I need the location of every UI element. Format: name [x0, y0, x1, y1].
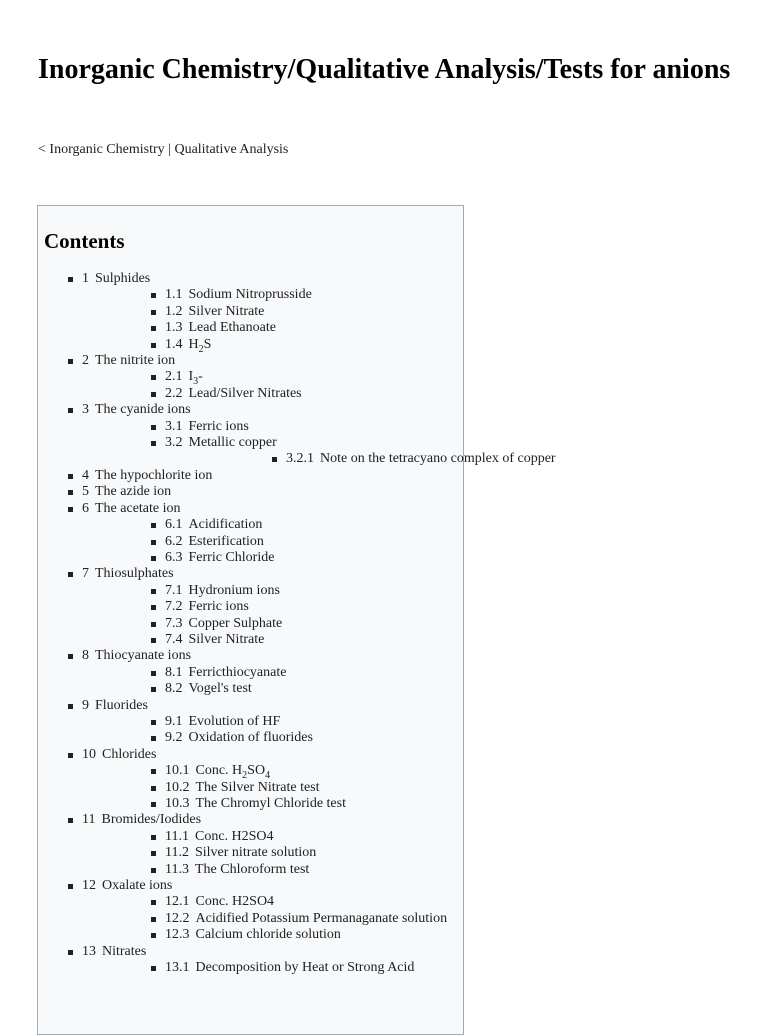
toc-text — [320, 451, 556, 466]
toc-label: Lead Ethanoate — [188, 320, 276, 336]
toc-label: Sulphides — [95, 271, 151, 286]
toc-link[interactable] — [165, 369, 203, 388]
toc-item — [82, 714, 556, 730]
toc-link[interactable] — [82, 812, 201, 827]
toc-number: 5 — [82, 484, 89, 500]
toc-item — [82, 681, 556, 697]
toc-item — [82, 960, 556, 976]
toc-label: Fluorides — [95, 697, 148, 713]
toc-text — [95, 468, 212, 483]
toc-label: Thiosulphates — [95, 566, 174, 582]
toc-number: 3.2 — [165, 435, 183, 451]
toc-item — [38, 566, 556, 648]
toc-label: Silver Nitrate — [188, 631, 265, 647]
toc-link[interactable] — [82, 501, 181, 516]
toc-label: Hydronium ions — [188, 582, 280, 598]
page-title: Inorganic Chemistry/Qualitative Analysis/Tests for anions — [38, 54, 731, 85]
toc-text — [95, 271, 150, 286]
toc-label: Chlorides — [102, 746, 157, 762]
toc-label: Oxidation of fluorides — [188, 730, 313, 746]
toc-text — [95, 501, 181, 516]
toc-number: 11 — [82, 812, 96, 828]
toc-text — [196, 960, 415, 975]
toc-label: Conc. H2SO4 — [194, 828, 274, 844]
toc-number: 13 — [82, 943, 96, 959]
toc-link[interactable] — [165, 517, 262, 532]
toc-number: 4 — [82, 467, 89, 483]
toc-number: 11.1 — [165, 828, 189, 844]
toc-label: The cyanide ions — [95, 402, 191, 418]
toc-number: 11.3 — [165, 861, 189, 877]
toc-link[interactable] — [82, 484, 171, 499]
toc-item — [38, 812, 556, 878]
toc-text — [95, 566, 174, 581]
toc-sublist — [82, 517, 556, 566]
breadcrumb-prefix: < — [38, 142, 50, 157]
toc-text — [189, 320, 276, 335]
toc-number: 3.1 — [165, 418, 183, 434]
toc-number: 13.1 — [165, 960, 190, 976]
toc-label: Calcium chloride solution — [195, 927, 341, 943]
toc-number: 1.4 — [165, 336, 183, 352]
toc-text — [196, 894, 275, 909]
breadcrumb-link-qualitative-analysis[interactable]: Qualitative Analysis — [174, 142, 289, 157]
toc-label: Ferric ions — [188, 418, 249, 434]
toc-number: 10.2 — [165, 779, 190, 795]
toc-link[interactable] — [165, 730, 313, 745]
toc-link[interactable] — [82, 402, 191, 417]
toc-text — [189, 714, 281, 729]
toc-item — [82, 287, 556, 303]
toc-link[interactable] — [165, 763, 271, 781]
toc-number: 8.2 — [165, 681, 183, 697]
toc-item — [82, 632, 556, 648]
toc-item — [38, 271, 556, 353]
toc-link[interactable] — [165, 681, 252, 696]
toc-item — [38, 878, 556, 944]
toc-number: 6 — [82, 500, 89, 516]
toc-number: 10.1 — [165, 763, 190, 779]
toc-text — [195, 862, 309, 877]
toc-number: 3 — [82, 402, 89, 418]
toc-text — [102, 944, 146, 959]
toc-label: Decomposition by Heat or Strong Acid — [195, 960, 415, 976]
toc-link[interactable] — [165, 336, 212, 355]
toc-label-tail: SO — [247, 763, 266, 779]
toc-link[interactable] — [165, 829, 274, 844]
toc-item — [82, 730, 556, 746]
toc-text — [189, 287, 312, 302]
toc-sublist — [82, 369, 556, 402]
toc-text — [196, 780, 320, 795]
toc-link[interactable] — [165, 780, 320, 795]
toc-sublist — [165, 451, 556, 467]
toc-text — [95, 698, 148, 713]
toc-text — [196, 911, 448, 926]
toc-sublist — [82, 665, 556, 698]
toc-text — [189, 534, 264, 549]
toc-link[interactable] — [165, 304, 264, 319]
toc-sublist — [82, 287, 556, 353]
toc-link[interactable] — [82, 878, 172, 893]
toc-number: 2.1 — [165, 369, 183, 385]
toc-label: Acidification — [188, 517, 263, 533]
toc-text — [188, 369, 203, 388]
toc-number: 1.2 — [165, 303, 183, 319]
toc-number: 6.1 — [165, 517, 183, 533]
toc-sublist — [82, 763, 556, 812]
toc-subscript: 4 — [265, 769, 271, 781]
toc-text — [189, 517, 263, 532]
toc-list — [38, 271, 556, 976]
toc-text — [102, 878, 172, 893]
toc-item — [82, 894, 556, 910]
toc-label: Ferricthiocyanate — [188, 664, 287, 680]
toc-item — [82, 435, 556, 468]
toc-link[interactable] — [165, 845, 316, 860]
toc-text — [189, 632, 265, 647]
toc-label: The Silver Nitrate test — [195, 779, 320, 795]
toc-text — [101, 812, 201, 827]
toc-item — [82, 337, 556, 353]
toc-text — [189, 419, 249, 434]
toc-number: 1.1 — [165, 287, 183, 303]
toc-label: Conc. H — [195, 763, 243, 779]
toc-text — [189, 583, 280, 598]
toc-sublist — [82, 714, 556, 747]
toc-number: 3.2.1 — [286, 451, 314, 467]
toc-label: H — [188, 336, 199, 352]
toc-link[interactable] — [165, 862, 309, 877]
toc-item — [82, 386, 556, 402]
toc-link[interactable] — [165, 435, 277, 450]
toc-label: Conc. H2SO4 — [195, 894, 275, 910]
toc-text — [188, 336, 212, 355]
toc-item — [82, 796, 556, 812]
toc-link[interactable] — [82, 353, 175, 368]
breadcrumb — [38, 141, 288, 159]
toc-item — [38, 747, 556, 813]
toc-item — [82, 616, 556, 632]
toc-item — [82, 665, 556, 681]
toc-label: I — [188, 369, 194, 385]
toc-link[interactable] — [165, 616, 282, 631]
toc-item — [82, 534, 556, 550]
toc-label: Silver Nitrate — [188, 303, 265, 319]
toc-link[interactable] — [165, 534, 264, 549]
toc-text — [189, 435, 277, 450]
toc-text — [196, 927, 341, 942]
toc-item — [82, 862, 556, 878]
toc-item — [82, 927, 556, 943]
toc-item — [82, 550, 556, 566]
toc-number: 7.2 — [165, 599, 183, 615]
toc-number: 9.1 — [165, 713, 183, 729]
toc-subscript: 2 — [242, 769, 248, 781]
toc-item — [82, 829, 556, 845]
toc-link[interactable] — [165, 386, 302, 401]
toc-item — [165, 451, 556, 467]
toc-sublist — [82, 419, 556, 468]
toc-item — [38, 402, 556, 468]
toc-link[interactable] — [82, 648, 191, 663]
toc-link[interactable] — [82, 468, 212, 483]
toc-label: Oxalate ions — [102, 878, 173, 894]
toc-label: The hypochlorite ion — [95, 467, 213, 483]
toc-link[interactable] — [165, 419, 249, 434]
toc-link[interactable] — [82, 944, 146, 959]
toc-item — [38, 468, 556, 484]
toc-item — [38, 648, 556, 697]
toc-subscript: 3 — [193, 376, 199, 388]
toc-label: Lead/Silver Nitrates — [188, 385, 302, 401]
toc-link[interactable] — [165, 894, 274, 909]
toc-number: 7.1 — [165, 582, 183, 598]
toc-link[interactable] — [82, 271, 150, 286]
toc-item — [82, 320, 556, 336]
toc-link[interactable] — [165, 911, 447, 926]
toc-label: Note on the tetracyano complex of copper — [320, 451, 556, 467]
toc-label: The acetate ion — [95, 500, 181, 516]
toc-text — [195, 829, 274, 844]
toc-link[interactable] — [165, 599, 249, 614]
toc-item — [82, 304, 556, 320]
toc-number: 2.2 — [165, 385, 183, 401]
toc-item — [82, 599, 556, 615]
toc-label: The nitrite ion — [95, 353, 176, 369]
toc-number: 11.2 — [165, 845, 189, 861]
toc-sublist — [82, 829, 556, 878]
toc-item — [38, 353, 556, 402]
toc-label-tail: - — [198, 369, 203, 385]
toc-label: Sodium Nitroprusside — [188, 287, 312, 303]
toc-link[interactable] — [165, 960, 414, 975]
toc-item — [38, 944, 556, 977]
toc-number: 6.2 — [165, 533, 183, 549]
toc-number: 12 — [82, 878, 96, 894]
toc-label: The Chromyl Chloride test — [195, 796, 346, 811]
toc-label: Esterification — [188, 533, 264, 549]
toc-text — [95, 648, 191, 663]
toc-label: Metallic copper — [188, 435, 277, 451]
toc-number: 8.1 — [165, 664, 183, 680]
toc-text — [95, 402, 191, 417]
toc-text — [189, 616, 283, 631]
toc-link[interactable] — [165, 550, 274, 565]
toc-label: Vogel's test — [188, 681, 252, 697]
toc-text — [189, 386, 302, 401]
toc-number: 2 — [82, 353, 89, 369]
toc-number: 1.3 — [165, 320, 183, 336]
toc-text — [195, 845, 316, 860]
toc-number: 10.3 — [165, 796, 190, 811]
toc-text — [189, 681, 252, 696]
toc-text — [189, 304, 265, 319]
toc-text — [189, 665, 287, 680]
toc-number: 7.3 — [165, 615, 183, 631]
toc-item — [82, 763, 556, 779]
toc-link[interactable] — [165, 287, 312, 302]
toc-number: 7 — [82, 566, 89, 582]
toc-link[interactable] — [165, 583, 280, 598]
toc-number: 12.1 — [165, 894, 190, 910]
toc-item — [82, 911, 556, 927]
toc-text — [189, 550, 275, 565]
toc-link[interactable] — [82, 698, 148, 713]
toc-number: 1 — [82, 271, 89, 286]
toc-item — [82, 369, 556, 388]
toc-link[interactable] — [82, 566, 174, 581]
toc-number: 6.3 — [165, 549, 183, 565]
toc-link[interactable] — [286, 451, 556, 466]
toc-number: 9 — [82, 697, 89, 713]
toc-sublist — [82, 583, 556, 649]
toc-text — [95, 484, 171, 499]
toc-number: 12.2 — [165, 910, 190, 926]
toc-number: 10 — [82, 746, 96, 762]
toc-number: 12.3 — [165, 927, 190, 943]
toc-sublist — [82, 894, 556, 943]
toc-number: 9.2 — [165, 730, 183, 746]
toc-label: Bromides/Iodides — [101, 812, 202, 828]
toc-label: Ferric ions — [188, 599, 249, 615]
toc-text — [189, 730, 313, 745]
toc-link[interactable] — [165, 927, 341, 942]
toc-label: Nitrates — [102, 943, 147, 959]
toc-item — [82, 845, 556, 861]
toc-link[interactable] — [165, 665, 286, 680]
toc-label: The azide ion — [95, 484, 172, 500]
toc-label-tail: S — [203, 336, 212, 352]
toc-item — [38, 484, 556, 500]
table-of-contents — [37, 205, 556, 1035]
toc-label: Silver nitrate solution — [194, 845, 317, 861]
toc-item — [82, 517, 556, 533]
toc-link[interactable] — [165, 796, 346, 811]
toc-subscript: 2 — [198, 343, 204, 355]
toc-text — [95, 353, 175, 368]
toc-label: Evolution of HF — [188, 713, 281, 729]
toc-text — [102, 747, 156, 762]
breadcrumb-link-inorganic-chemistry[interactable]: Inorganic Chemistry — [49, 142, 165, 157]
toc-text — [195, 763, 271, 781]
toc-label: Thiocyanate ions — [95, 648, 192, 664]
toc-title: Contents — [44, 229, 125, 253]
toc-item — [82, 419, 556, 435]
breadcrumb-separator: | — [164, 142, 175, 157]
toc-number: 8 — [82, 648, 89, 664]
toc-number: 7.4 — [165, 631, 183, 647]
toc-sublist — [82, 960, 556, 976]
toc-item — [82, 583, 556, 599]
toc-text — [196, 796, 346, 811]
toc-item — [38, 698, 556, 747]
toc-link[interactable] — [165, 320, 276, 335]
toc-link[interactable] — [165, 632, 264, 647]
toc-link[interactable] — [82, 747, 156, 762]
toc-label: Ferric Chloride — [188, 549, 275, 565]
toc-item — [82, 780, 556, 796]
toc-label: Copper Sulphate — [188, 615, 283, 631]
toc-link[interactable] — [165, 714, 280, 729]
toc-item — [38, 501, 556, 567]
toc-label: The Chloroform test — [194, 861, 310, 877]
toc-text — [189, 599, 249, 614]
toc-label: Acidified Potassium Permanaganate solution — [195, 910, 448, 926]
